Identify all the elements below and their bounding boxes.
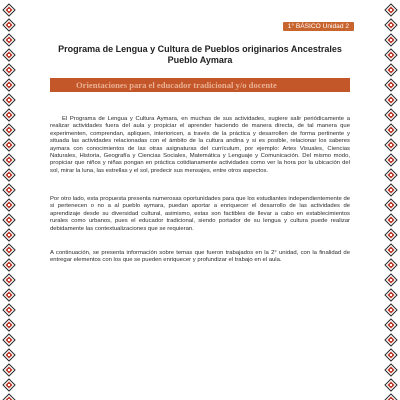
border-motif: [385, 79, 397, 91]
border-motif: [3, 19, 15, 31]
border-motif: [3, 289, 15, 301]
border-motif: [385, 259, 397, 271]
border-motif: [385, 349, 397, 361]
border-motif: [3, 199, 15, 211]
border-motif: [385, 19, 397, 31]
border-motif: [385, 214, 397, 226]
border-motif: [385, 199, 397, 211]
border-motif: [3, 4, 15, 16]
border-motif: [385, 124, 397, 136]
border-motif: [3, 34, 15, 46]
border-motif: [3, 109, 15, 121]
border-motif: [385, 334, 397, 346]
border-motif: [385, 169, 397, 181]
border-motif: [3, 94, 15, 106]
border-motif: [385, 319, 397, 331]
border-motif: [385, 244, 397, 256]
border-motif: [385, 49, 397, 61]
border-motif: [3, 364, 15, 376]
border-motif: [3, 244, 15, 256]
people-title: Pueblo Aymara: [167, 55, 233, 65]
border-motif: [385, 304, 397, 316]
border-motif: [385, 64, 397, 76]
border-motif: [385, 379, 397, 391]
border-motif: [3, 154, 15, 166]
body-paragraph-1: El Programa de Lengua y Cultura Aymara, en muchas de sus actividades, sugiere salir periódicamente a realizar actividades fuera del aula y propiciar el aprender haciendo de manera directa, de tal manera que experimenten, comprendan, apliquen, interioricen, a través de la práctica y desarrollen de forma pertinente y situada las actividades relacionadas con el ámbito de la cultura andina y si es posible, relacionar los saberes aymara con conocimientos de las otras asignaturas del currículum, por ejemplo: Artes Visuales, Ciencias Naturales, Historia, Geografía y Ciencias Sociales, Matemática y Lenguaje y Comunicación. Del mismo modo, propiciar que niños y niñas pongan en práctica cotidianamente actividades como ver la hora por la ubicación del sol, mirar la luna, las estrellas y el sol, predecir sus mensajes, entre otros aspectos.: [50, 116, 350, 174]
border-motif: [3, 304, 15, 316]
border-motif: [3, 259, 15, 271]
border-motif: [385, 109, 397, 121]
border-motif: [3, 319, 15, 331]
body-paragraph-2: Por otro lado, esta propuesta presenta numerosas oportunidades para que los estudiantes independientemente de si pertenecen o no a al pueblo aymara, puedan aportar a enriquecer el desarrollo de las actividades de aprendizaje desde su diversidad cultural, asimismo, estas son factibles de llevar a cabo en establecimientos rurales como urbanos, pues el educador tradicional, siendo portador de su lengua y cultura puede realizar debidamente las contextualizaciones que se requieran.: [50, 196, 350, 232]
border-motif: [385, 184, 397, 196]
border-motif: [385, 394, 397, 400]
border-motif: [3, 139, 15, 151]
border-motif: [3, 79, 15, 91]
border-motif: [3, 184, 15, 196]
border-motif: [3, 394, 15, 400]
decorative-border-right: [384, 0, 398, 400]
decorative-border-left: [2, 0, 16, 400]
section-heading: Orientaciones para el educador tradicional y/o docente: [50, 78, 350, 92]
border-motif: [385, 274, 397, 286]
body-paragraph-3: A continuación, se presenta información sobre temas que fueron trabajados en la 2° unidad, con la finalidad de entregar elementos con los que se pueden enriquecer y profundizar el trabajo en el aula.: [50, 250, 350, 264]
unit-badge: 1° BÁSICO Unidad 2: [283, 22, 354, 31]
border-motif: [385, 4, 397, 16]
border-motif: [3, 214, 15, 226]
border-motif: [385, 139, 397, 151]
border-motif: [385, 154, 397, 166]
border-motif: [3, 64, 15, 76]
border-motif: [3, 124, 15, 136]
border-motif: [385, 94, 397, 106]
border-motif: [385, 364, 397, 376]
border-motif: [3, 274, 15, 286]
program-title: Programa de Lengua y Cultura de Pueblos originarios Ancestrales: [58, 44, 342, 54]
border-motif: [3, 49, 15, 61]
border-motif: [3, 334, 15, 346]
border-motif: [385, 229, 397, 241]
border-motif: [385, 289, 397, 301]
border-motif: [3, 169, 15, 181]
border-motif: [3, 229, 15, 241]
border-motif: [385, 34, 397, 46]
border-motif: [3, 379, 15, 391]
border-motif: [3, 349, 15, 361]
